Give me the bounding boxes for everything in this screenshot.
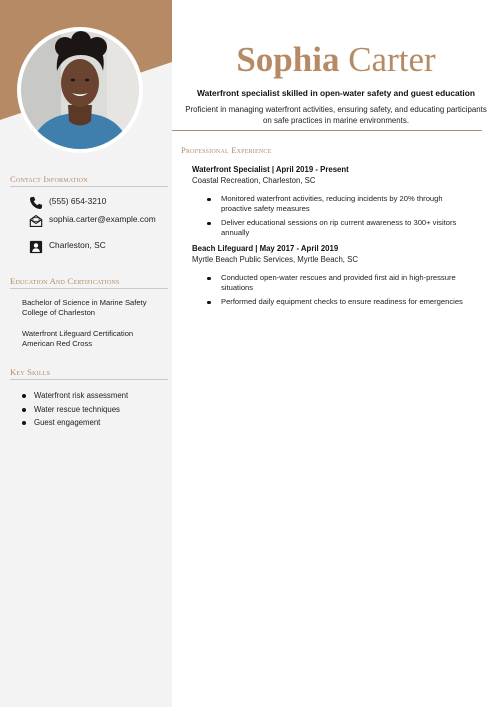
skill-item: Waterfront risk assessment <box>22 389 128 403</box>
contact-location <box>29 240 159 254</box>
profile-photo <box>17 27 143 153</box>
certification-issuer: American Red Cross <box>22 339 93 348</box>
first-name: Sophia <box>236 40 340 79</box>
job-entry <box>192 164 482 238</box>
sidebar <box>0 0 172 707</box>
certification-name: Waterfront Lifeguard Certification <box>22 329 134 338</box>
education-degree: Bachelor of Science in Marine Safety <box>22 298 147 307</box>
skill-item: Guest engagement <box>22 416 128 430</box>
skills-divider <box>10 379 168 380</box>
skill-item: Water rescue techniques <box>22 403 128 417</box>
contact-heading: Contact Information <box>10 174 88 184</box>
summary: Proficient in managing waterfront activities, ensuring safety, and educating participants on safe practices in marine environments. <box>185 105 487 125</box>
contact-location-text: Charleston, SC <box>49 240 106 250</box>
contact-phone <box>29 196 159 210</box>
job-bullet: Performed daily equipment checks to ensure readiness for emergencies <box>192 297 469 307</box>
experience-heading: Professional Experience <box>181 145 272 155</box>
profile-photo-image <box>21 31 139 149</box>
candidate-name <box>172 40 500 80</box>
phone-icon <box>29 196 43 210</box>
job-bullet: Deliver educational sessions on rip current awareness to 300+ visitors annually <box>192 218 469 238</box>
contact-email-text: sophia.carter@example.com <box>49 214 156 224</box>
job-bullets <box>192 273 482 307</box>
education-item <box>22 329 167 349</box>
header-divider <box>172 130 482 131</box>
mail-icon <box>29 214 43 228</box>
job-organization: Coastal Recreation, Charleston, SC <box>192 176 316 185</box>
contact-email <box>29 214 159 228</box>
person-badge-icon <box>29 240 43 254</box>
job-entry <box>192 243 482 307</box>
job-organization: Myrtle Beach Public Services, Myrtle Beach, SC <box>192 255 358 264</box>
contact-divider <box>10 186 168 187</box>
job-title: Beach Lifeguard | May 2017 - April 2019 <box>192 244 339 253</box>
last-name: Carter <box>348 40 436 79</box>
skills-heading: Key Skills <box>10 367 51 377</box>
tagline: Waterfront specialist skilled in open-water safety and guest education <box>197 88 475 98</box>
skills-list <box>22 389 128 430</box>
education-school: College of Charleston <box>22 308 96 317</box>
education-heading: Education And Certifications <box>10 276 120 286</box>
education-item <box>22 298 167 318</box>
contact-phone-text: (555) 654-3210 <box>49 196 107 206</box>
education-divider <box>10 288 168 289</box>
job-bullets <box>192 194 482 238</box>
job-bullet: Conducted open-water rescues and provided first aid in high-pressure situations <box>192 273 469 293</box>
job-title: Waterfront Specialist | April 2019 - Present <box>192 165 349 174</box>
job-bullet: Monitored waterfront activities, reducing incidents by 20% through proactive safety measures <box>192 194 469 214</box>
